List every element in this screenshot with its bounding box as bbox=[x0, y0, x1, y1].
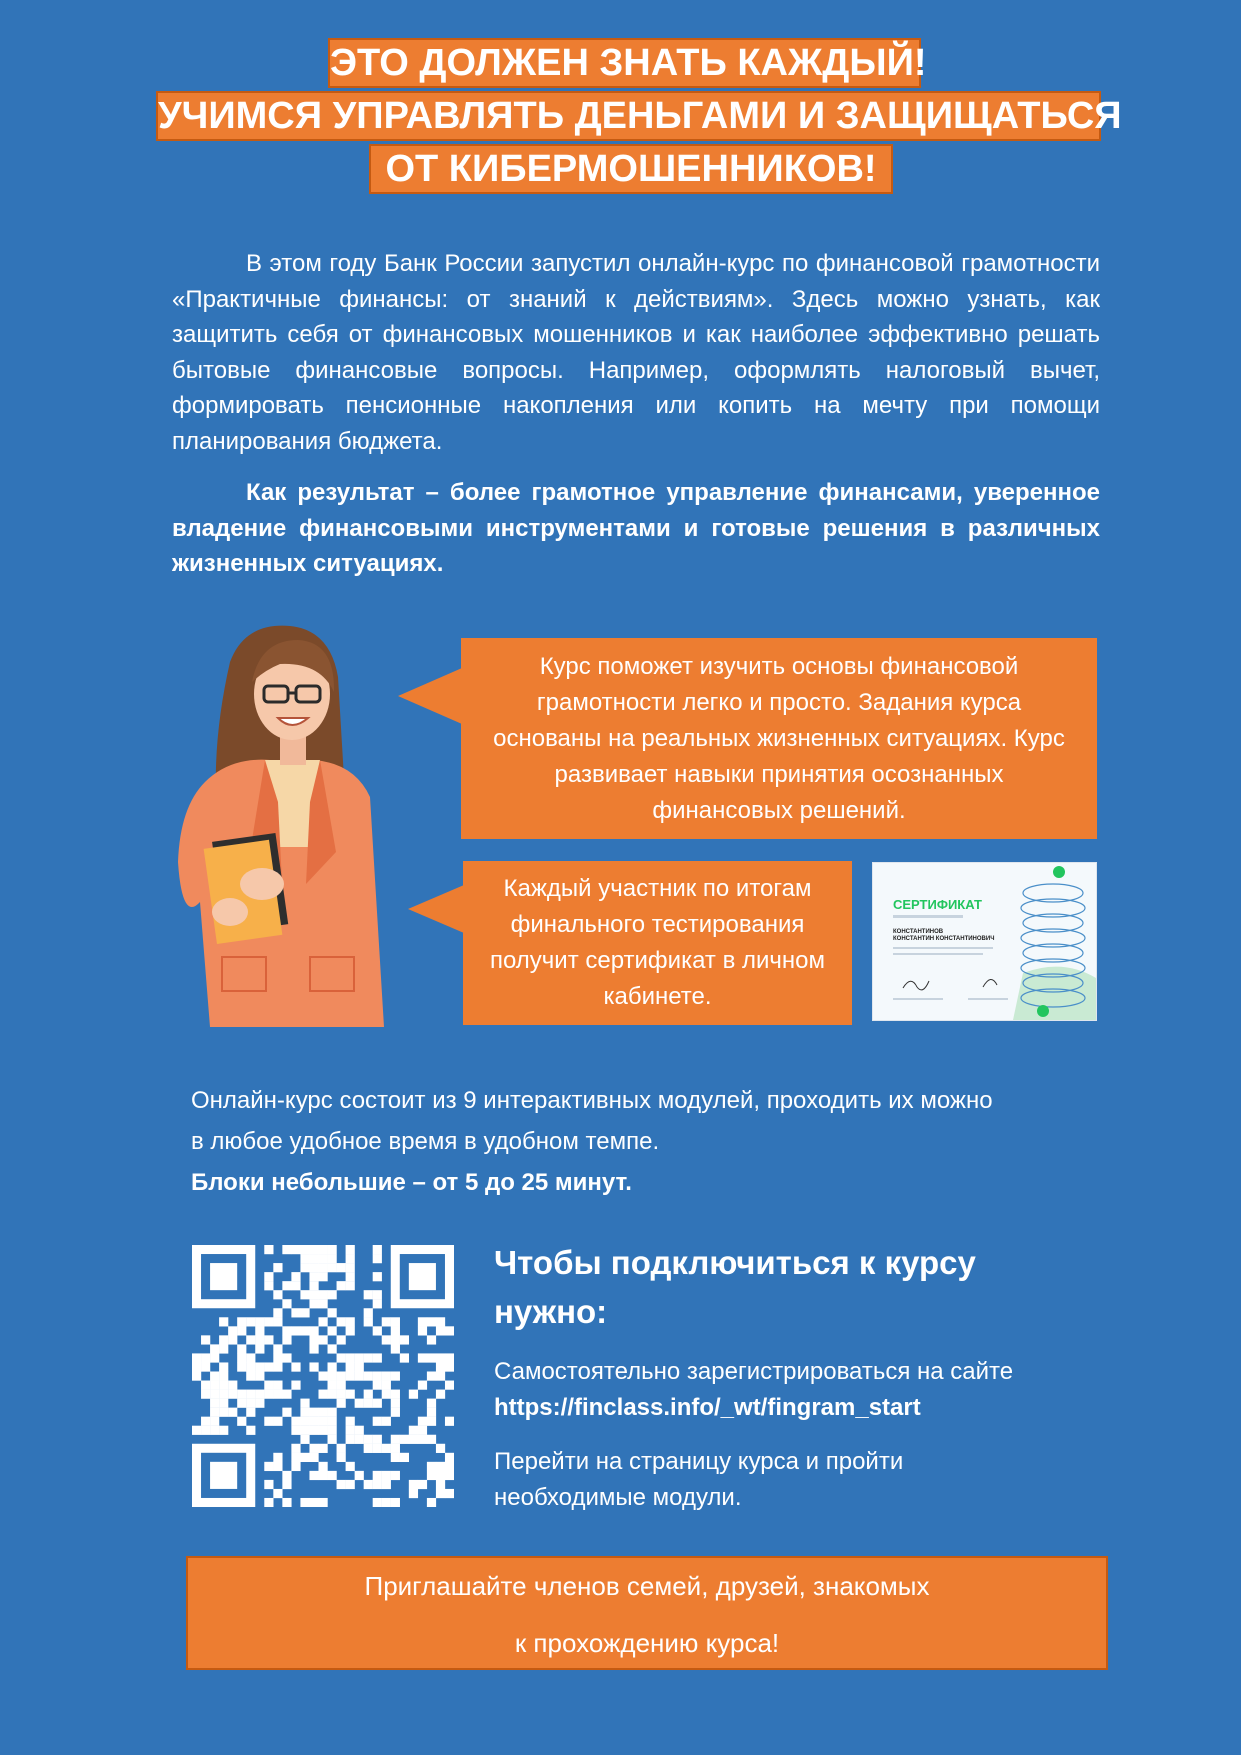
intro-result: Как результат – более грамотное управление финансами, уверенное владение финансовыми инструментами и готовые решения в различных жизненных ситуациях. bbox=[172, 479, 1100, 577]
connect-step-1 bbox=[494, 1354, 1134, 1426]
qr-code[interactable] bbox=[192, 1245, 454, 1507]
connect-title-line-2: нужно: bbox=[494, 1293, 608, 1330]
title-line-1 bbox=[328, 38, 927, 88]
connect-step-2-line-2: необходимые модули. bbox=[494, 1484, 742, 1511]
connect-step-1-text: Самостоятельно зарегистрироваться на сайте bbox=[494, 1358, 1014, 1385]
certificate-name-1: КОНСТАНТИНОВ bbox=[893, 929, 944, 935]
modules-line-1: Онлайн-курс состоит из 9 интерактивных модулей, проходить их можно bbox=[191, 1087, 993, 1114]
certificate-image bbox=[872, 862, 1097, 1021]
modules-line-3: Блоки небольшие – от 5 до 25 минут. bbox=[191, 1169, 632, 1196]
intro-paragraph: В этом году Банк России запустил онлайн-курс по финансовой грамотности «Практичные финансы: от знаний к действиям». Здесь можно узнать, как защитить себя от финансовых мошенников и как наиболее эффективно решать бытовые финансовые вопросы. Например, оформлять налоговый вычет, формировать пенсионные накопления или копить на мечту при помощи планирования бюджета. bbox=[172, 250, 1100, 455]
bubble-top-tail bbox=[398, 668, 462, 724]
course-link[interactable]: https://finclass.info/_wt/fingram_start bbox=[494, 1394, 921, 1421]
modules-line-2: в любое удобное время в удобном темпе. bbox=[191, 1128, 660, 1155]
connect-section bbox=[494, 1238, 1134, 1516]
title-line-1-text: ЭТО ДОЛЖЕН ЗНАТЬ КАЖДЫЙ! bbox=[330, 42, 927, 84]
connect-step-2 bbox=[494, 1444, 1134, 1516]
title-line-3 bbox=[369, 144, 893, 194]
bubble-bottom-text: Каждый участник по итогам финального тестирования получит сертификат в личном кабинете. bbox=[489, 875, 826, 1010]
woman-illustration bbox=[170, 622, 400, 1027]
qr-code-graphic bbox=[192, 1245, 454, 1507]
intro-text bbox=[172, 246, 1100, 582]
connect-step-2-line-1: Перейти на страницу курса и пройти bbox=[494, 1448, 904, 1475]
bubble-bottom-tail bbox=[408, 885, 464, 933]
title-line-3-text: ОТ КИБЕРМОШЕННИКОВ! bbox=[385, 148, 877, 190]
bubble-top bbox=[398, 638, 1097, 839]
bubble-bottom bbox=[408, 861, 852, 1025]
title-line-2 bbox=[156, 91, 1122, 141]
invite-line-1: Приглашайте членов семей, друзей, знакомых bbox=[364, 1571, 930, 1601]
invite-banner bbox=[186, 1556, 1108, 1670]
title-line-2-text: УЧИМСЯ УПРАВЛЯТЬ ДЕНЬГАМИ И ЗАЩИЩАТЬСЯ bbox=[158, 95, 1122, 137]
invite-line-2: к прохождению курса! bbox=[514, 1628, 780, 1658]
connect-title bbox=[494, 1238, 1134, 1336]
certificate-name-2: КОНСТАНТИН КОНСТАНТИНОВИЧ bbox=[893, 936, 995, 942]
bubble-top-text: Курс поможет изучить основы финансовой грамотности легко и просто. Задания курса основаны на реальных жизненных ситуациях. Курс развивает навыки принятия осознанных финансовых решений. bbox=[493, 652, 1065, 824]
connect-title-line-1: Чтобы подключиться к курсу bbox=[494, 1244, 976, 1281]
modules-text bbox=[191, 1080, 1111, 1203]
certificate-heading: СЕРТИФИКАТ bbox=[893, 897, 982, 912]
